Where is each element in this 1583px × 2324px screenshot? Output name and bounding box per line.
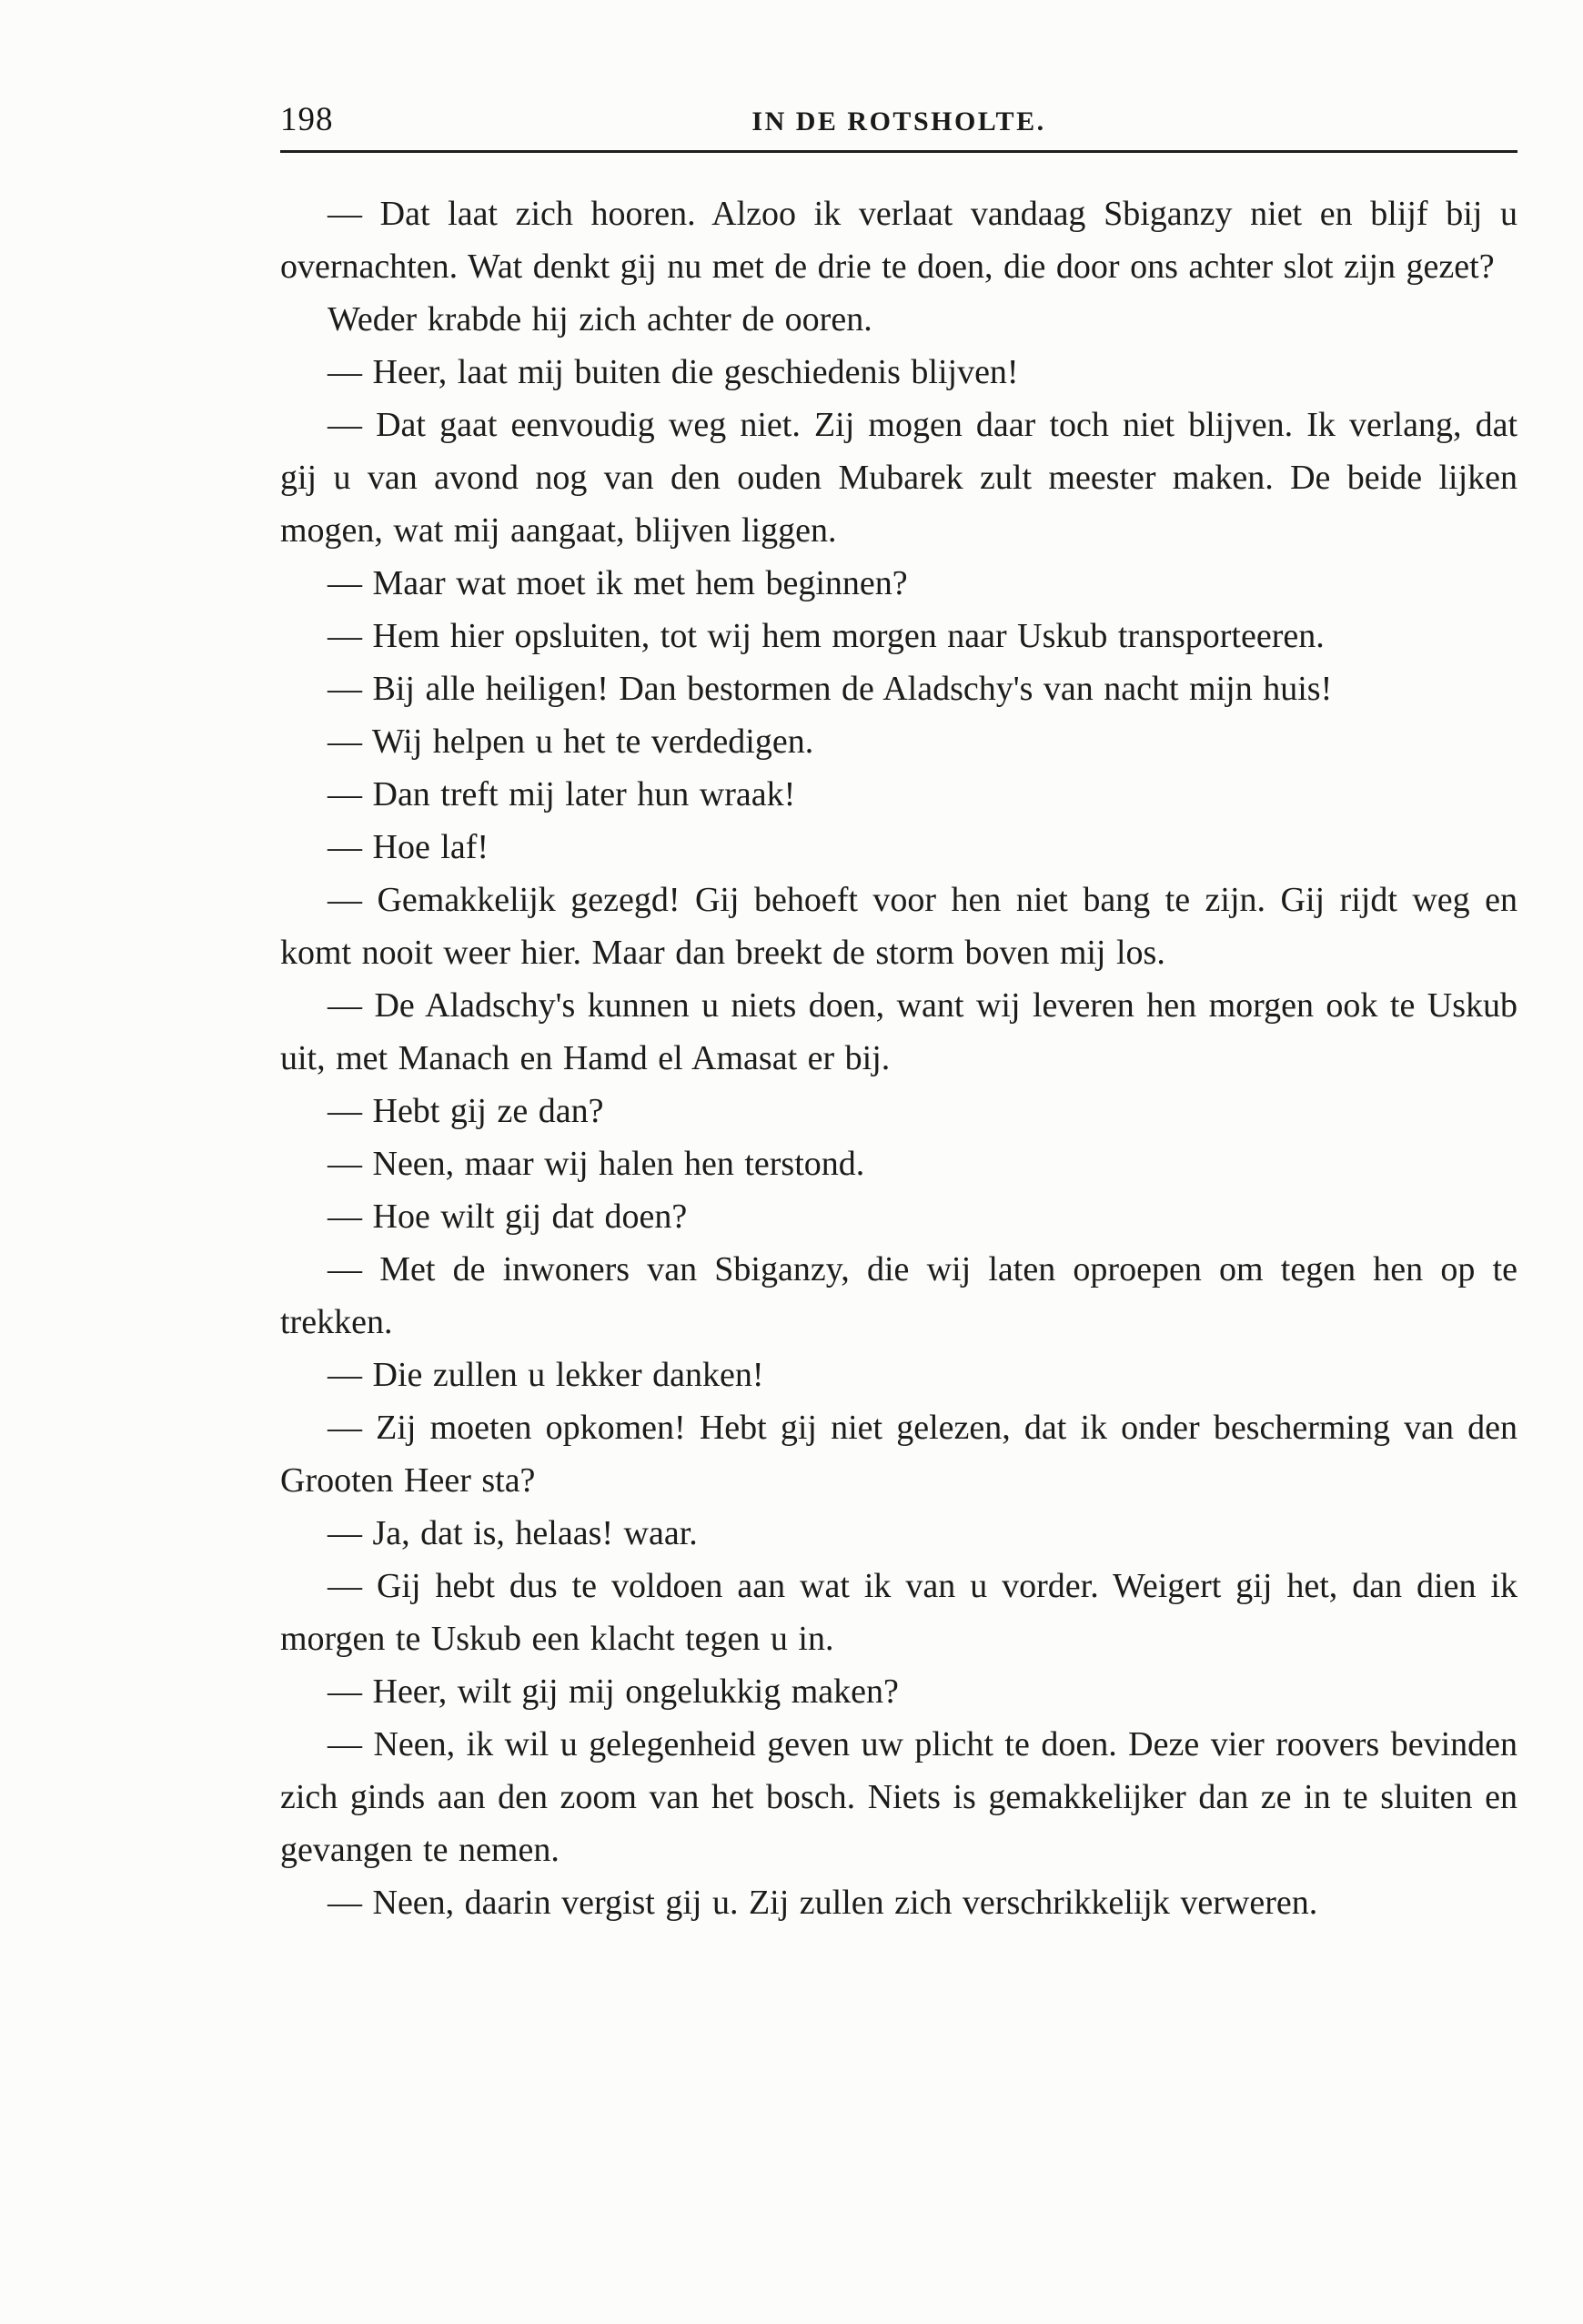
paragraph: — Zij moeten opkomen! Hebt gij niet gelezen, dat ik onder bescherming van den Grooten Heer sta? — [280, 1409, 1517, 1500]
running-title: IN DE ROTSHOLTE. — [751, 106, 1046, 136]
paragraph: — Ja, dat is, helaas! waar. — [328, 1514, 698, 1552]
paragraph: — Met de inwoners van Sbiganzy, die wij laten oproepen om tegen hen op te trekken. — [280, 1250, 1517, 1341]
paragraph: — Hebt gij ze dan? — [328, 1092, 604, 1130]
body-text — [280, 187, 1517, 1929]
page-header — [280, 100, 1517, 139]
header-rule — [280, 150, 1517, 153]
paragraph: — Die zullen u lekker danken! — [328, 1356, 764, 1394]
paragraph: — Maar wat moet ik met hem beginnen? — [328, 564, 908, 602]
paragraph: — Dat laat zich hooren. Alzoo ik verlaat vandaag Sbiganzy niet en blijf bij u overnachten. Wat denkt gij nu met de drie te doen, die door ons achter slot zijn gezet? — [280, 195, 1517, 286]
paragraph: — Neen, daarin vergist gij u. Zij zullen zich verschrikkelijk verweren. — [328, 1884, 1318, 1922]
paragraph: — Heer, wilt gij mij ongelukkig maken? — [328, 1672, 899, 1711]
paragraph: — De Aladschy's kunnen u niets doen, want wij leveren hen morgen ook te Uskub uit, met Manach en Hamd el Amasat er bij. — [280, 986, 1517, 1077]
paragraph: — Bij alle heiligen! Dan bestormen de Aladschy's van nacht mijn huis! — [328, 670, 1333, 708]
paragraph: — Neen, maar wij halen hen terstond. — [328, 1145, 865, 1183]
paragraph: — Neen, ik wil u gelegenheid geven uw plicht te doen. Deze vier roovers bevinden zich ginds aan den zoom van het bosch. Niets is gemakkelijker dan ze in te sluiten en gevangen te nemen. — [280, 1725, 1517, 1869]
book-page — [280, 100, 1517, 1929]
paragraph: — Hoe laf! — [328, 828, 489, 866]
page-number: 198 — [280, 101, 334, 138]
paragraph: — Hem hier opsluiten, tot wij hem morgen naar Uskub transporteeren. — [328, 617, 1325, 655]
paragraph: — Gemakkelijk gezegd! Gij behoeft voor hen niet bang te zijn. Gij rijdt weg en komt nooit weer hier. Maar dan breekt de storm boven mij los. — [280, 881, 1517, 972]
paragraph: — Wij helpen u het te verdedigen. — [328, 722, 814, 761]
paragraph: — Gij hebt dus te voldoen aan wat ik van u vorder. Weigert gij het, dan dien ik morgen te Uskub een klacht tegen u in. — [280, 1567, 1517, 1658]
paragraph: — Hoe wilt gij dat doen? — [328, 1197, 688, 1236]
paragraph: — Dat gaat eenvoudig weg niet. Zij mogen daar toch niet blijven. Ik verlang, dat gij u van avond nog van den ouden Mubarek zult meester maken. De beide lijken mogen, wat mij aangaat, blijven liggen. — [280, 406, 1517, 550]
paragraph: — Heer, laat mij buiten die geschiedenis blijven! — [328, 353, 1019, 391]
paragraph: — Dan treft mij later hun wraak! — [328, 775, 796, 813]
paragraph: Weder krabde hij zich achter de ooren. — [328, 300, 872, 338]
